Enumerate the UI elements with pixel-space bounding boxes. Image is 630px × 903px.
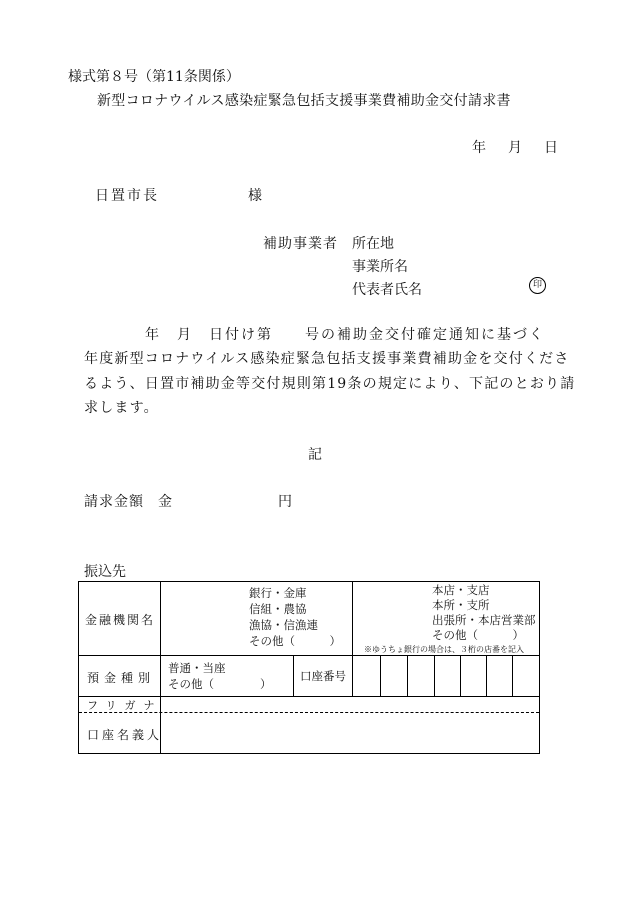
document-title: 新型コロナウイルス感染症緊急包括支援事業費補助金交付請求書: [97, 93, 511, 109]
bank-type-2: 信組・農協: [249, 602, 307, 616]
col-divider: [352, 582, 353, 655]
account-number-label: 口座番号: [300, 669, 346, 683]
seal-mark: 印: [529, 277, 546, 294]
furigana-label: フリガナ: [87, 699, 163, 712]
account-holder-label: 口座名義人: [87, 728, 163, 742]
digit-divider: [460, 655, 461, 696]
bank-type-4: その他（ ）: [249, 634, 341, 648]
applicant-role: 補助事業者: [263, 236, 338, 252]
deposit-type-label: 預金種別: [87, 671, 156, 685]
yucho-note: ※ゆうちょ銀行の場合は、３桁の店番を記入: [364, 645, 524, 654]
digit-divider: [407, 655, 408, 696]
digit-divider: [434, 655, 435, 696]
branch-type-3: 出張所・本店営業部: [432, 613, 536, 627]
address-label: 所在地: [352, 236, 394, 252]
ki-mark: 記: [308, 447, 322, 463]
addressee-honorific: 様: [248, 188, 262, 204]
representative-label: 代表者氏名: [352, 282, 422, 298]
deposit-type-2: その他（ ）: [168, 677, 272, 691]
bank-type-1: 銀行・金庫: [249, 586, 307, 600]
branch-type-4: その他（ ）: [432, 628, 524, 642]
addressee-name: 日置市長: [95, 188, 159, 204]
col-divider: [352, 655, 353, 696]
body-line-3: るよう、日置市補助金等交付規則第19条の規定により、下記のとおり請: [84, 376, 576, 392]
branch-type-2: 本所・支所: [432, 598, 490, 612]
deposit-type-1: 普通・当座: [168, 661, 226, 675]
digit-divider: [380, 655, 381, 696]
amount-unit: 円: [278, 494, 292, 510]
col-divider: [293, 655, 294, 696]
body-line-4: 求します。: [84, 400, 159, 416]
digit-divider: [512, 655, 513, 696]
amount-prefix: 金: [158, 494, 172, 510]
digit-divider: [486, 655, 487, 696]
transfer-table: [78, 581, 540, 754]
branch-type-1: 本店・支店: [432, 583, 490, 597]
row-divider: [79, 655, 539, 656]
office-label: 事業所名: [352, 259, 408, 275]
date-line: 年 月 日: [472, 140, 562, 156]
body-line-2: 年度新型コロナウイルス感染症緊急包括支援事業費補助金を交付くださ: [84, 351, 570, 367]
form-number: 様式第８号（第11条関係）: [68, 69, 240, 85]
institution-label: 金融機関名: [85, 613, 156, 627]
body-line-1: 年 月 日付け第 号の補助金交付確定通知に基づく: [145, 327, 545, 343]
transfer-heading: 振込先: [84, 564, 126, 580]
amount-label: 請求金額: [84, 494, 144, 510]
bank-type-3: 漁協・信漁連: [249, 618, 318, 632]
